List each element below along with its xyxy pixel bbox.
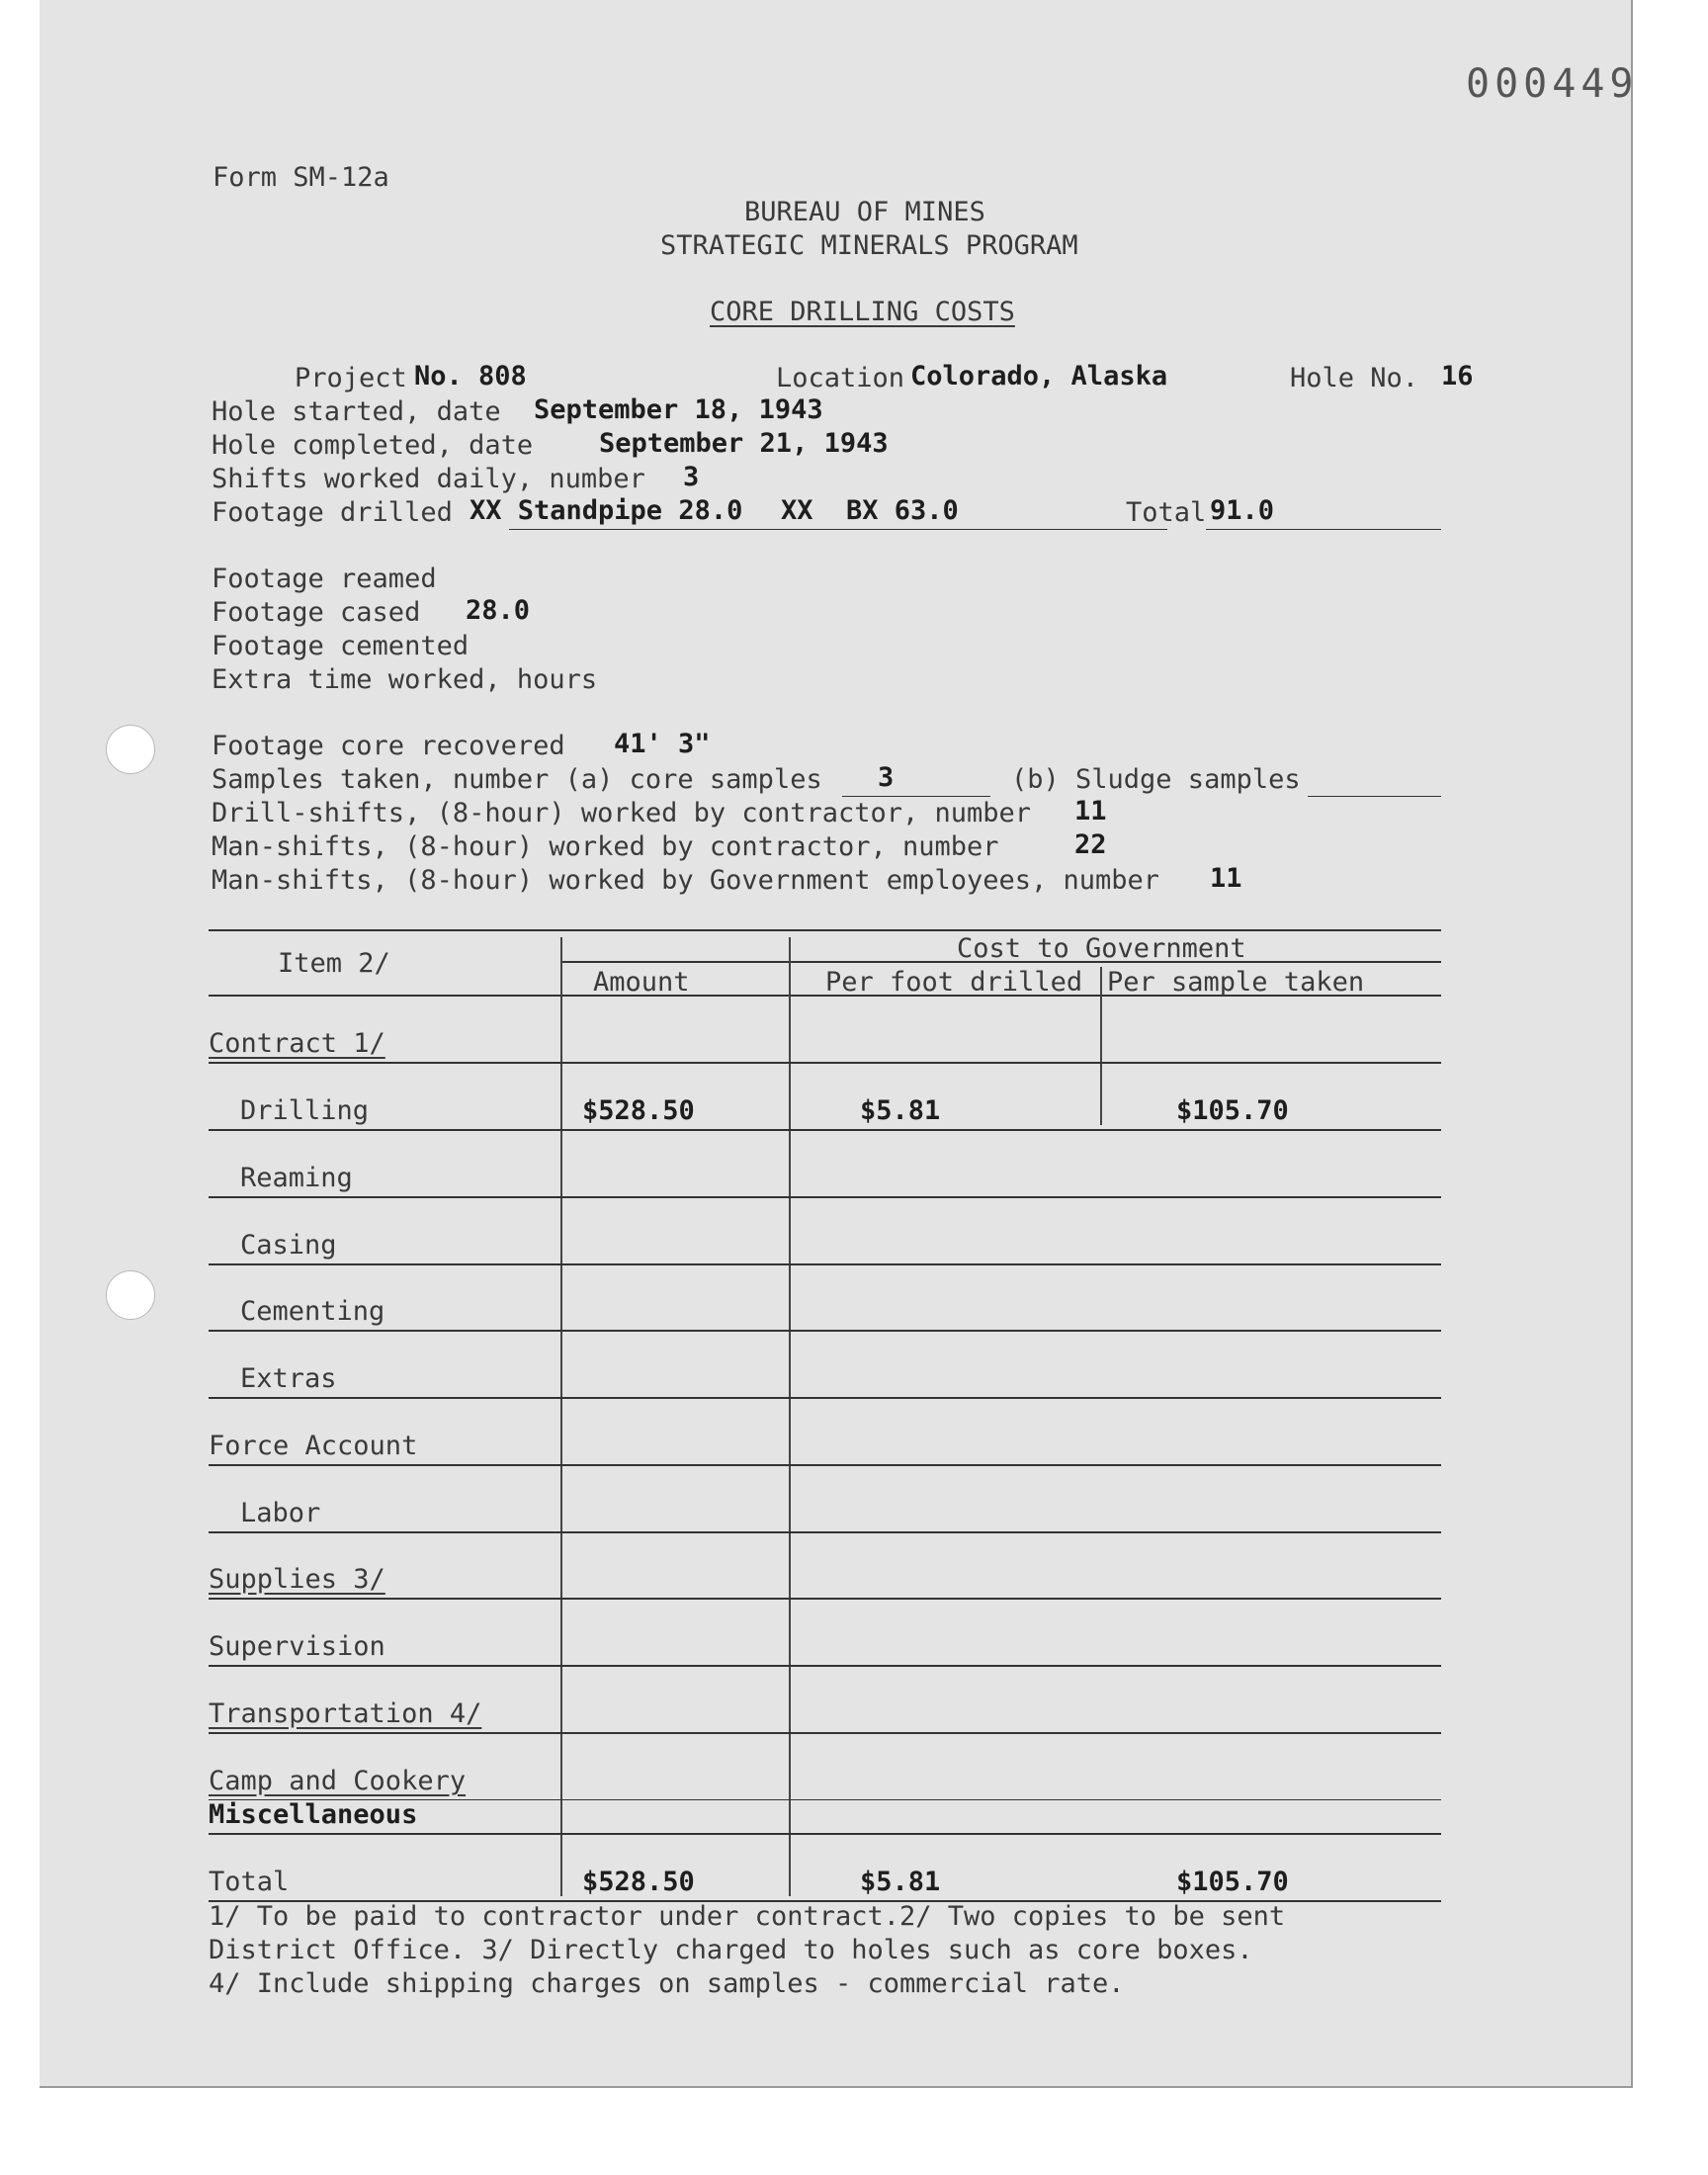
row-rule (209, 1196, 1441, 1198)
core-samples-value: 3 (878, 762, 895, 793)
row-rule (209, 1129, 1441, 1131)
footnote-line-2: District Office. 3/ Directly charged to holes such as core boxes. (209, 1935, 1253, 1965)
location-label: Location (776, 363, 905, 393)
row-rule (209, 1397, 1441, 1399)
hole-completed-label: Hole completed, date (212, 430, 534, 461)
row-per-foot: $5.81 (860, 1095, 941, 1126)
row-amount: $528.50 (582, 1095, 695, 1126)
col-divider-per-foot (789, 937, 791, 1896)
row-per-foot: $5.81 (860, 1867, 941, 1897)
row-label: Reaming (240, 1163, 353, 1193)
per-foot-header: Per foot drilled (825, 967, 1083, 998)
core-samples-underline (842, 796, 990, 797)
man-shifts-gov-value: 11 (1210, 863, 1242, 894)
row-label: Supplies 3/ (209, 1564, 385, 1595)
row-rule (209, 1062, 1441, 1064)
row-label: Supervision (209, 1631, 385, 1662)
footage-drilled-bx: BX 63.0 (846, 495, 959, 526)
row-rule (209, 1732, 1441, 1734)
row-label: Total (209, 1867, 290, 1897)
punch-hole (106, 1270, 155, 1320)
row-label: Drilling (240, 1095, 370, 1126)
row-rule (209, 1833, 1441, 1835)
hole-started-label: Hole started, date (212, 396, 501, 427)
hole-no-value: 16 (1441, 361, 1474, 392)
row-label: Casing (240, 1230, 337, 1261)
man-shifts-contractor-value: 22 (1074, 829, 1107, 860)
location-value: Colorado, Alaska (910, 361, 1168, 392)
row-rule (209, 1330, 1441, 1332)
footnote-line-3: 4/ Include shipping charges on samples - commercial rate. (209, 1968, 1125, 1999)
row-label: Miscellaneous (209, 1799, 418, 1830)
per-sample-header: Per sample taken (1107, 967, 1365, 998)
footage-drilled-underline (509, 529, 1167, 530)
core-recovered-label: Footage core recovered (212, 731, 565, 761)
row-rule (209, 1665, 1441, 1667)
footage-drilled-standpipe: XX Standpipe 28.0 (470, 495, 743, 526)
samples-label: Samples taken, number (a) core samples (212, 764, 822, 795)
row-label: Labor (240, 1498, 321, 1528)
row-rule (209, 1531, 1441, 1533)
footage-total-label: Total (1126, 497, 1207, 528)
table-top-rule (209, 929, 1441, 931)
document-page (40, 0, 1639, 2088)
project-value: No. 808 (414, 361, 527, 392)
form-id: Form SM-12a (213, 162, 389, 193)
sludge-label: (b) Sludge samples (1011, 764, 1301, 795)
row-label: Extras (240, 1363, 337, 1394)
footage-cased-value: 28.0 (466, 595, 531, 626)
drill-shifts-label: Drill-shifts, (8-hour) worked by contractor, number (212, 798, 1032, 828)
row-per-sample: $105.70 (1176, 1867, 1289, 1897)
col-divider-amount (560, 937, 562, 1896)
row-label: Cementing (240, 1296, 385, 1327)
extra-time-label: Extra time worked, hours (212, 664, 598, 695)
footage-total-underline (1206, 529, 1441, 530)
footage-drilled-label: Footage drilled (212, 497, 453, 528)
item-header: Item 2/ (278, 948, 390, 979)
row-per-sample: $105.70 (1176, 1095, 1289, 1126)
stamp-number: 000449 (1466, 61, 1639, 107)
program-heading: STRATEGIC MINERALS PROGRAM (660, 230, 1078, 261)
row-rule (209, 1464, 1441, 1466)
footnote-line-1: 1/ To be paid to contractor under contract.2/ Two copies to be sent (209, 1901, 1286, 1932)
hole-completed-value: September 21, 1943 (599, 428, 889, 459)
project-label: Project (295, 363, 407, 393)
agency-heading: BUREAU OF MINES (744, 197, 985, 227)
hole-started-value: September 18, 1943 (534, 394, 823, 425)
row-rule (209, 1263, 1441, 1265)
man-shifts-contractor-label: Man-shifts, (8-hour) worked by contractor, number (212, 831, 999, 862)
footage-cemented-label: Footage cemented (212, 631, 470, 661)
shifts-value: 3 (683, 462, 700, 492)
cost-group-header: Cost to Government (957, 933, 1246, 964)
col-divider-per-sample (1100, 967, 1102, 1125)
row-label: Force Account (209, 1431, 418, 1461)
hole-no-label: Hole No. (1290, 363, 1419, 393)
row-label: Camp and Cookery (209, 1766, 467, 1796)
row-rule (209, 1598, 1441, 1600)
man-shifts-gov-label: Man-shifts, (8-hour) worked by Government employees, number (212, 865, 1160, 896)
core-recovered-value: 41' 3" (614, 729, 711, 759)
row-label: Contract 1/ (209, 1028, 385, 1059)
row-label: Transportation 4/ (209, 1698, 482, 1729)
sludge-underline (1308, 796, 1441, 797)
page-title: CORE DRILLING COSTS (710, 297, 1015, 327)
punch-hole (106, 725, 155, 774)
amount-header: Amount (593, 967, 690, 998)
footage-reamed-label: Footage reamed (212, 564, 437, 594)
footage-total-value: 91.0 (1210, 495, 1275, 526)
footage-drilled-xx: XX (781, 495, 813, 526)
drill-shifts-value: 11 (1074, 796, 1107, 826)
footage-cased-label: Footage cased (212, 597, 421, 628)
shifts-label: Shifts worked daily, number (212, 464, 645, 494)
row-amount: $528.50 (582, 1867, 695, 1897)
